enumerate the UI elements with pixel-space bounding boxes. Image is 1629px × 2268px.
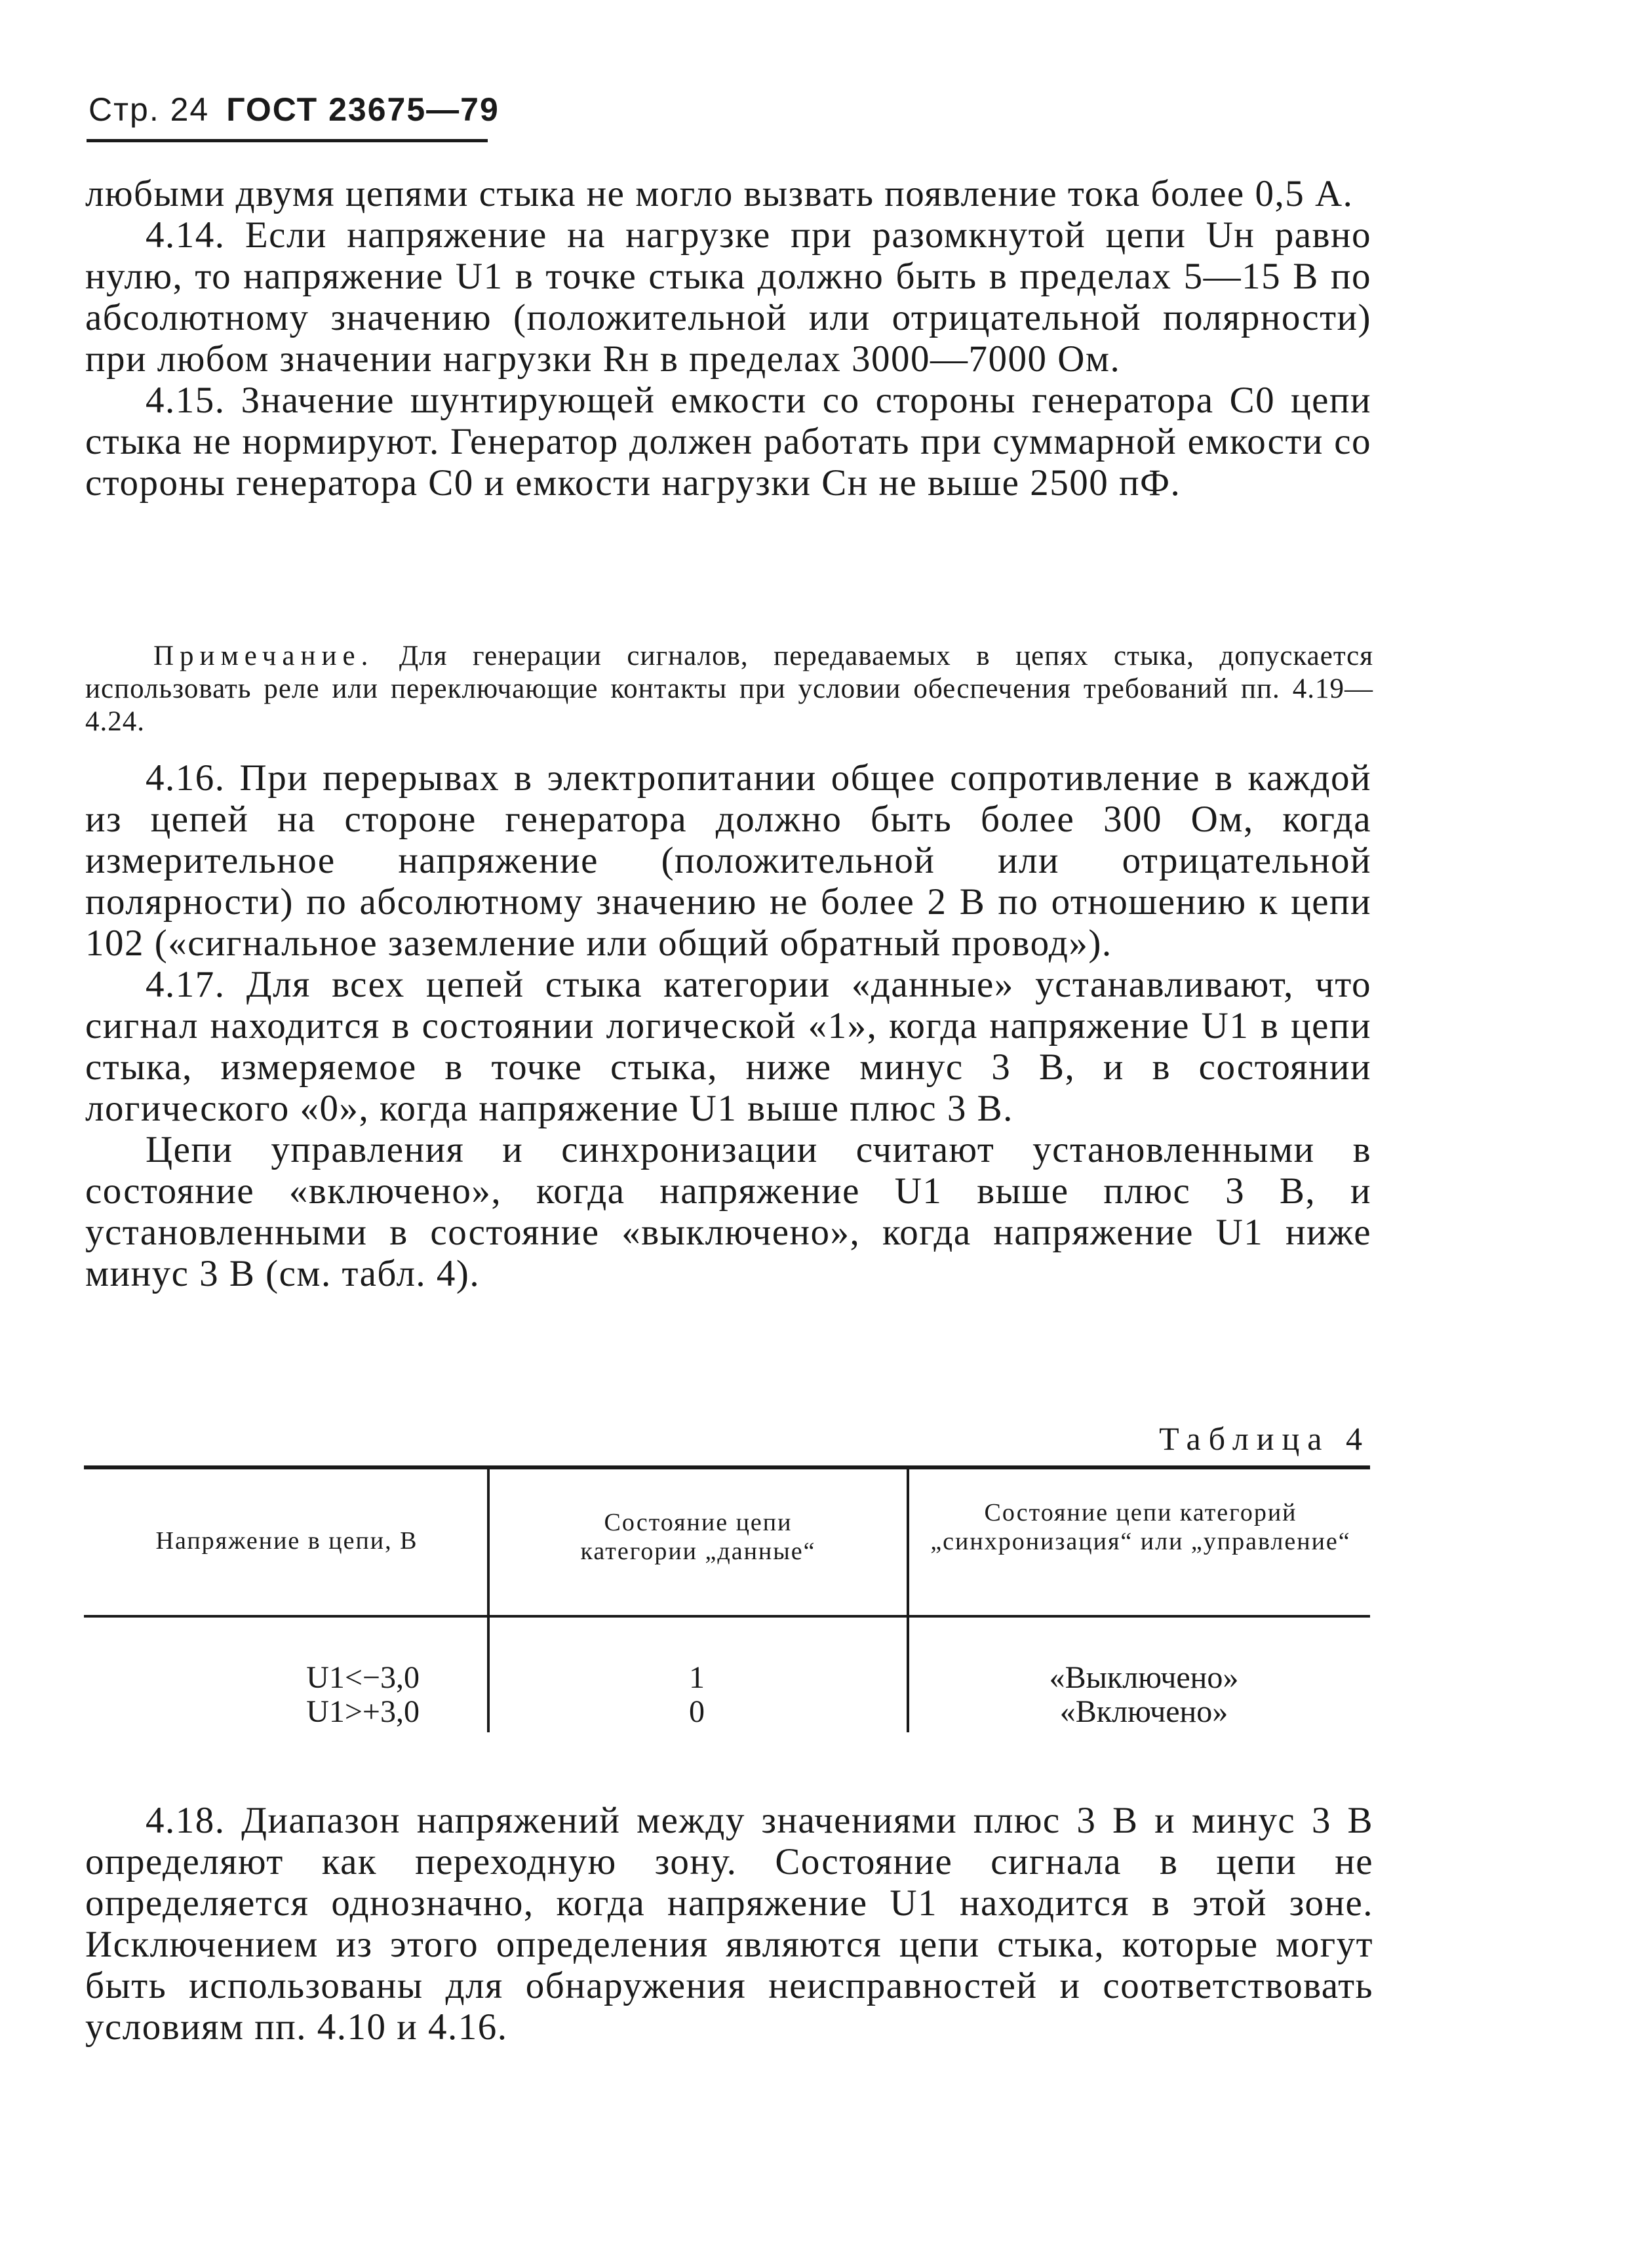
paragraph-4-15: 4.15. Значение шунтирующей емкости со стороны генератора C0 цепи стыка не нормируют. Генератор должен работать при суммарной емкости со стороны генератора C0 и емкости нагрузки Cн не выше 2500 пФ. xyxy=(85,380,1371,504)
table-cell-voltage: U1>+3,0 xyxy=(306,1694,420,1729)
table-cell-data-state: 0 xyxy=(689,1694,705,1729)
body-text-bottom xyxy=(85,1800,1373,2048)
body-text-top xyxy=(85,173,1371,504)
table-cell-data-state: 1 xyxy=(689,1660,705,1695)
table-header-control-state: Состояние цепи категорий „синхронизация“ или „управление“ xyxy=(930,1499,1351,1555)
table-header-rule xyxy=(84,1615,1370,1618)
paragraph-control-circuits: Цепи управления и синхронизации считают установленными в состояние «включено», когда напряжение U1 выше плюс 3 В, и установленными в состояние «выключено», когда напряжение U1 ниже минус 3 В (см. табл. 4). xyxy=(85,1129,1371,1294)
note-heading: Примечание. xyxy=(153,641,374,671)
table-column-divider xyxy=(487,1467,490,1732)
paragraph-continuation: любыми двумя цепями стыка не могло вызвать появление тока более 0,5 А. xyxy=(85,173,1354,214)
page-header xyxy=(88,90,500,129)
paragraph-4-16: 4.16. При перерывах в электропитании общее сопротивление в каждой из цепей на стороне генератора должно быть более 300 Ом, когда измерительное напряжение (положительной или отрицательной полярности) по абсолютному значению не более 2 В по отношению к цепи 102 («сигнальное заземление или общий обратный провод»). xyxy=(85,757,1371,964)
table-top-rule xyxy=(84,1465,1370,1469)
table-column-divider xyxy=(907,1467,909,1732)
paragraph-4-17: 4.17. Для всех цепей стыка категории «данные» устанавливают, что сигнал находится в состоянии логической «1», когда напряжение U1 в цепи стыка, измеряемое в точке стыка, ниже минус 3 В, и в состоянии логического «0», когда напряжение U1 выше плюс 3 В. xyxy=(85,964,1371,1129)
table-header-data-state: Состояние цепи категории „данные“ xyxy=(580,1509,816,1565)
standard-number: ГОСТ 23675—79 xyxy=(226,91,500,128)
table-caption: Таблица 4 xyxy=(1159,1420,1370,1457)
table-cell-control-state: «Выключено» xyxy=(1049,1660,1239,1695)
note-text: Для генерации сигналов, передаваемых в цепях стыка, допускается использовать реле или переключающие контакты при условии обеспечения требований пп. 4.19—4.24. xyxy=(85,641,1374,737)
page-number: Стр. 24 xyxy=(88,91,210,128)
paragraph-4-18: 4.18. Диапазон напряжений между значениями плюс 3 В и минус 3 В определяют как переходную зону. Состояние сигнала в цепи не определяется однозначно, когда напряжение U1 находится в этой зоне. Исключением из этого определения являются цепи стыка, которые могут быть использованы для обнаружения неисправностей и соответствовать условиям пп. 4.10 и 4.16. xyxy=(85,1800,1373,2048)
note xyxy=(85,640,1373,738)
table-header-voltage: Напряжение в цепи, В xyxy=(155,1527,418,1555)
paragraph-4-14: 4.14. Если напряжение на нагрузке при разомкнутой цепи Uн равно нулю, то напряжение U1 в точке стыка должно быть в пределах 5—15 В по абсолютному значению (положительной или отрицательной полярности) при любом значении нагрузки Rн в пределах 3000—7000 Ом. xyxy=(85,214,1371,380)
table-cell-voltage: U1<−3,0 xyxy=(306,1660,420,1695)
table-cell-control-state: «Включено» xyxy=(1059,1694,1228,1729)
header-rule xyxy=(87,139,488,142)
body-text-mid xyxy=(85,757,1371,1294)
